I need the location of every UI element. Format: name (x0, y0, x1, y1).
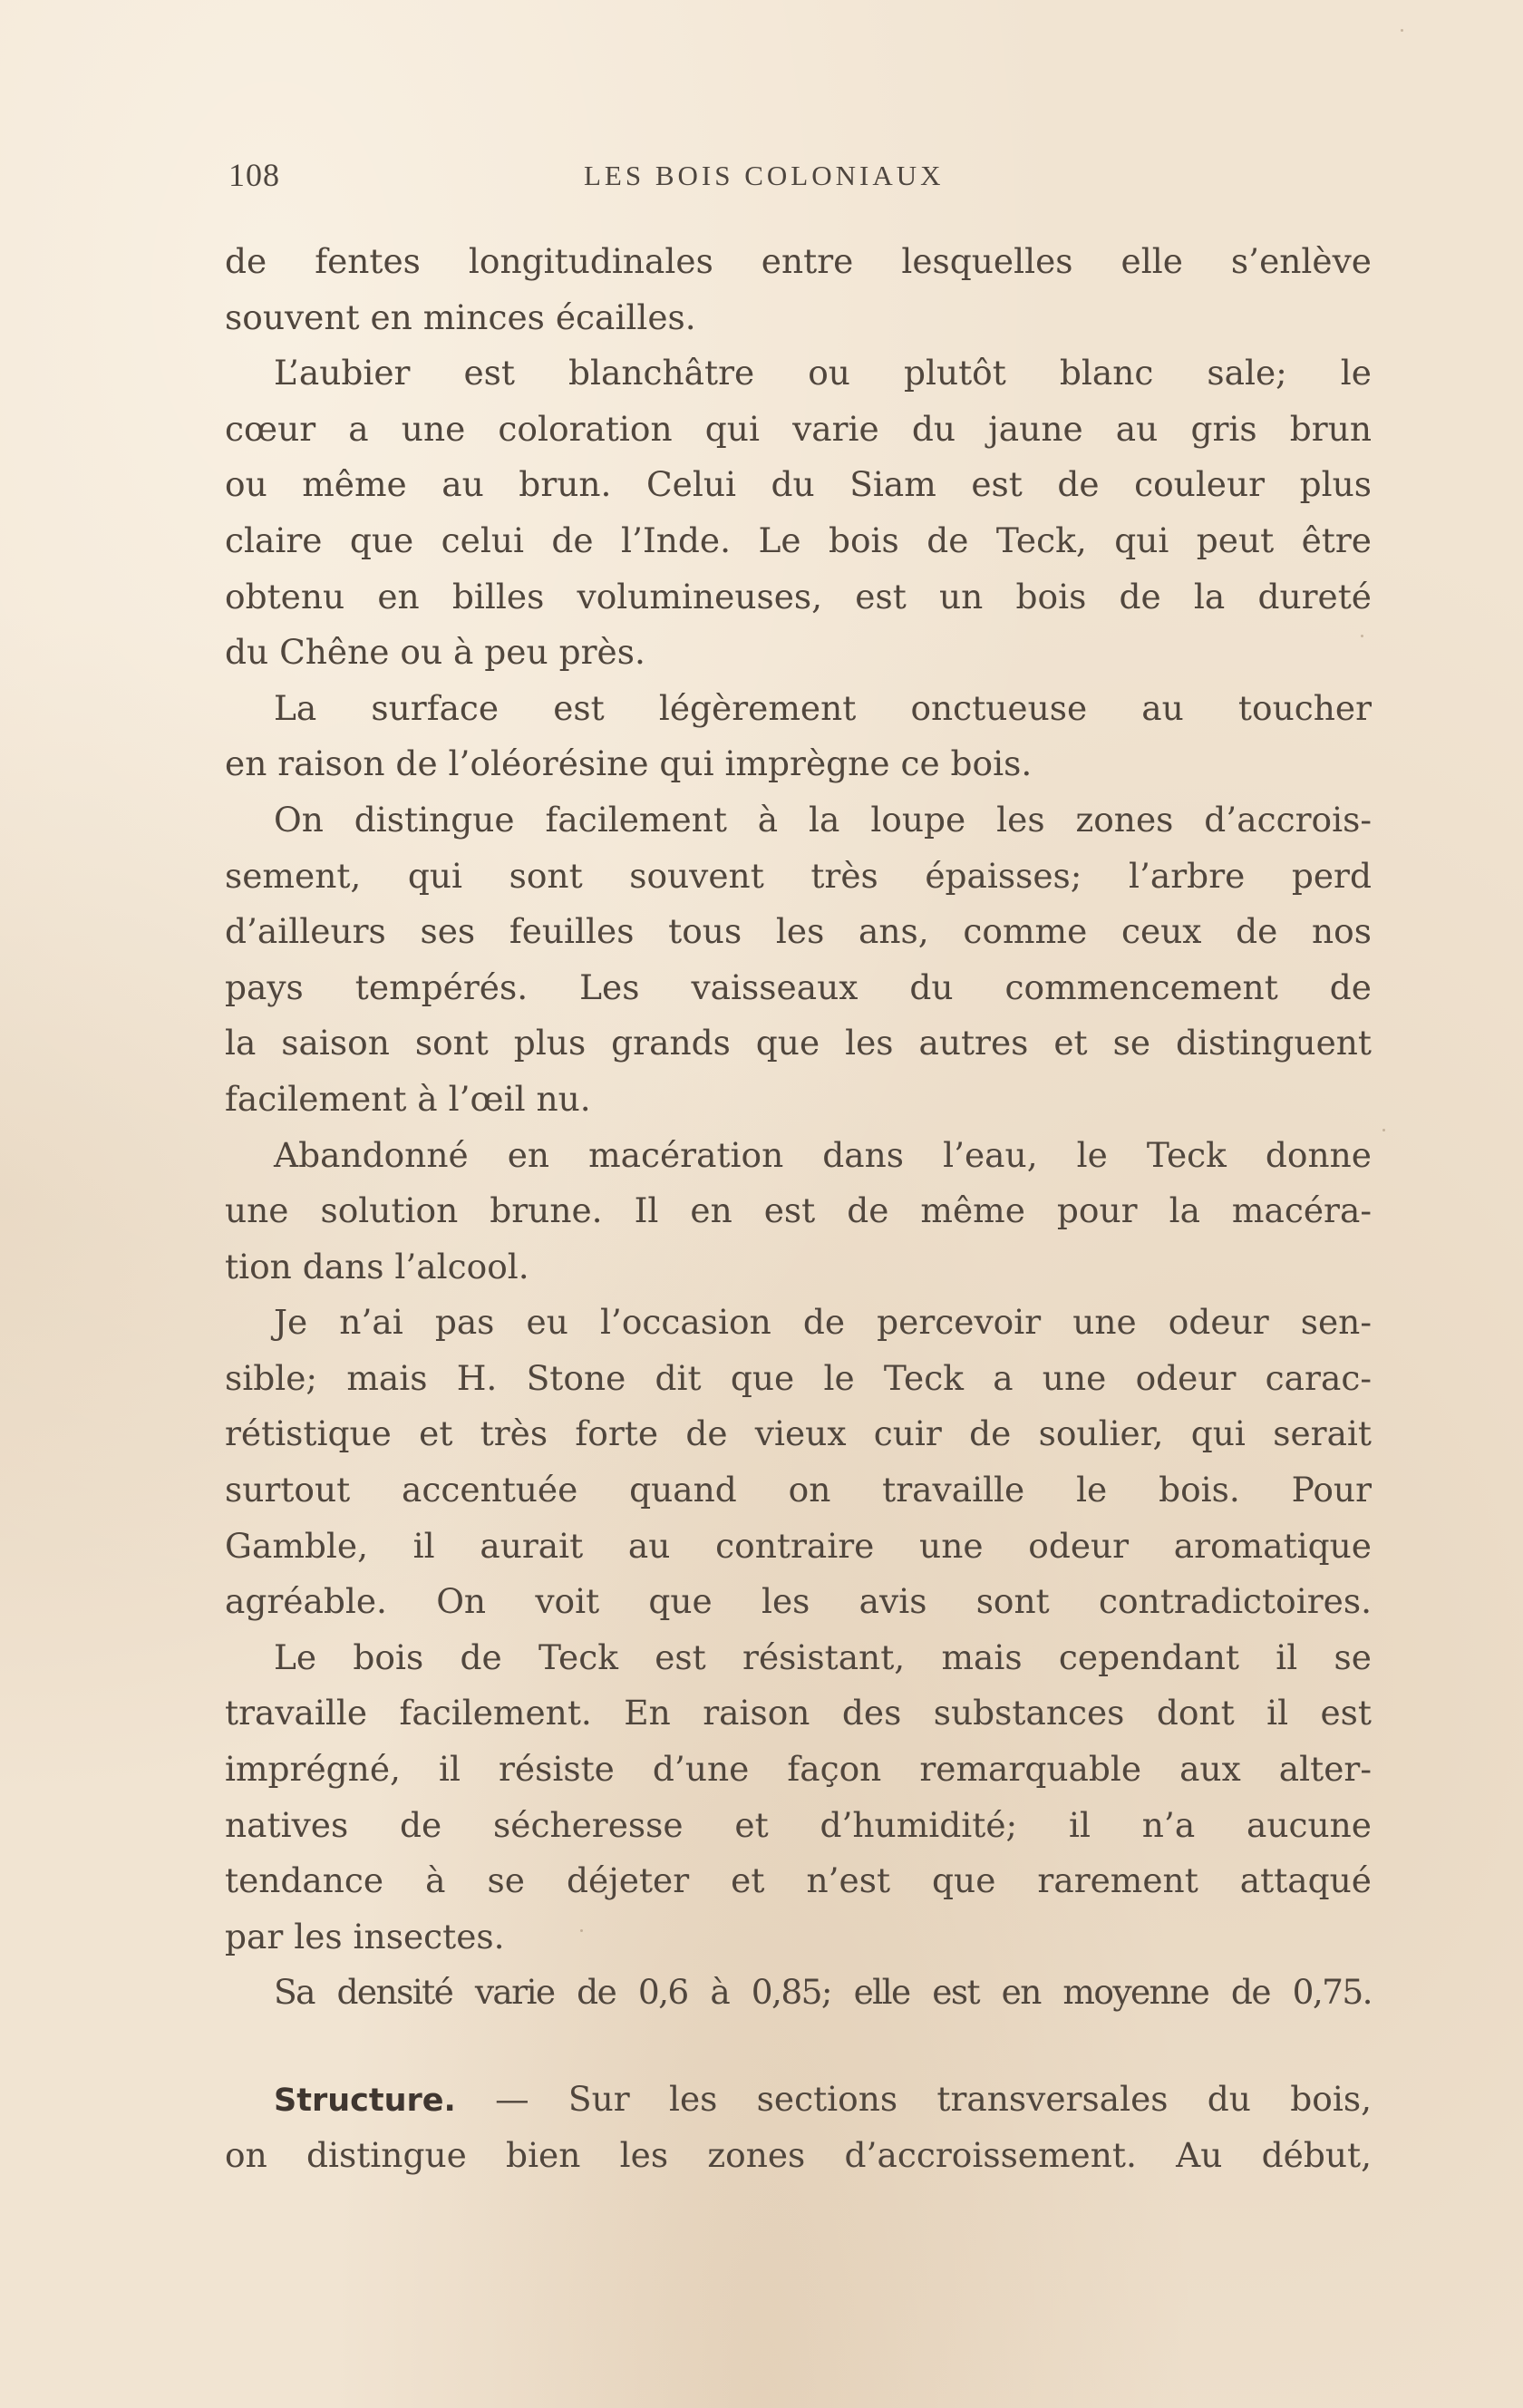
text-line: par les insectes. (225, 1916, 505, 1956)
text-line: on distingue bien les zones d’accroissement. Au début, (225, 2134, 1372, 2175)
text-line: claire que celui de l’Inde. Le bois de Teck, qui peut être (225, 519, 1372, 560)
paragraph-start: Je n’ai pas eu l’occasion de percevoir une odeur sen- (274, 1302, 1372, 1343)
text-line: tion dans l’alcool. (225, 1246, 529, 1287)
body-text (225, 234, 1372, 2183)
text-line: une solution brune. Il en est de même pour la macéra- (225, 1190, 1372, 1231)
structure-paragraph (225, 2072, 1372, 2128)
paper-speck (580, 1929, 583, 1932)
running-title: LES BOIS COLONIAUX (584, 160, 945, 191)
text-line: rétistique et très forte de vieux cuir de soulier, qui serait (225, 1413, 1372, 1454)
paper-speck (1382, 1129, 1385, 1131)
paragraph-start: Sa densité varie de 0,6 à 0,85; elle est en moyenne de 0,75. (274, 1972, 1372, 2013)
text-line: cœur a une coloration qui varie du jaune au gris brun (225, 408, 1372, 449)
paragraph-start: La surface est légèrement onctueuse au toucher (274, 687, 1372, 728)
paragraph-start: L’aubier est blanchâtre ou plutôt blanc sale; le (274, 353, 1372, 393)
running-header (225, 156, 1023, 196)
paper-speck (1361, 635, 1363, 637)
text-line: obtenu en billes volumineuses, est un bois de la dureté (225, 576, 1372, 617)
paragraph-start: On distingue facilement à la loupe les zones d’accrois- (274, 799, 1372, 840)
text-line: sible; mais H. Stone dit que le Teck a une odeur carac- (225, 1357, 1372, 1398)
text-line: du Chêne ou à peu près. (225, 632, 645, 673)
text-line: de fentes longitudinales entre lesquelles elle s’enlève (225, 241, 1372, 281)
text-line: Gamble, il aurait au contraire une odeur aromatique (225, 1525, 1372, 1566)
text-line: la saison sont plus grands que les autres et se distinguent (225, 1023, 1372, 1063)
section-gap (225, 2021, 1372, 2072)
structure-heading: Structure. (274, 2083, 456, 2119)
text-line: agréable. On voit que les avis sont contradictoires. (225, 1581, 1372, 1622)
text-line: souvent en minces écailles. (225, 296, 696, 337)
paper-speck (1401, 29, 1403, 32)
text-line: tendance à se déjeter et n’est que rarement attaqué (225, 1860, 1372, 1901)
text-line: imprégné, il résiste d’une façon remarquable aux alter- (225, 1749, 1372, 1790)
text-line: surtout accentuée quand on travaille le bois. Pour (225, 1470, 1372, 1510)
text-line: pays tempérés. Les vaisseaux du commencement de (225, 966, 1372, 1007)
paragraph-start: Abandonné en macération dans l’eau, le Teck donne (274, 1134, 1372, 1175)
text-line: natives de sécheresse et d’humidité; il n’a aucune (225, 1804, 1372, 1845)
text-line: d’ailleurs ses feuilles tous les ans, comme ceux de nos (225, 911, 1372, 952)
text-line: travaille facilement. En raison des substances dont il est (225, 1693, 1372, 1733)
paragraph-start: Le bois de Teck est résistant, mais cependant il se (274, 1636, 1372, 1677)
book-page (225, 0, 1372, 2408)
text-line: facilement à l’œil nu. (225, 1078, 591, 1119)
structure-first-line: — Sur les sections transversales du bois, (455, 2079, 1372, 2119)
page-number: 108 (228, 157, 280, 193)
text-line: en raison de l’oléorésine qui imprègne ce bois. (225, 743, 1033, 784)
text-line: ou même au brun. Celui du Siam est de couleur plus (225, 464, 1372, 505)
text-line: sement, qui sont souvent très épaisses; l’arbre perd (225, 855, 1372, 896)
